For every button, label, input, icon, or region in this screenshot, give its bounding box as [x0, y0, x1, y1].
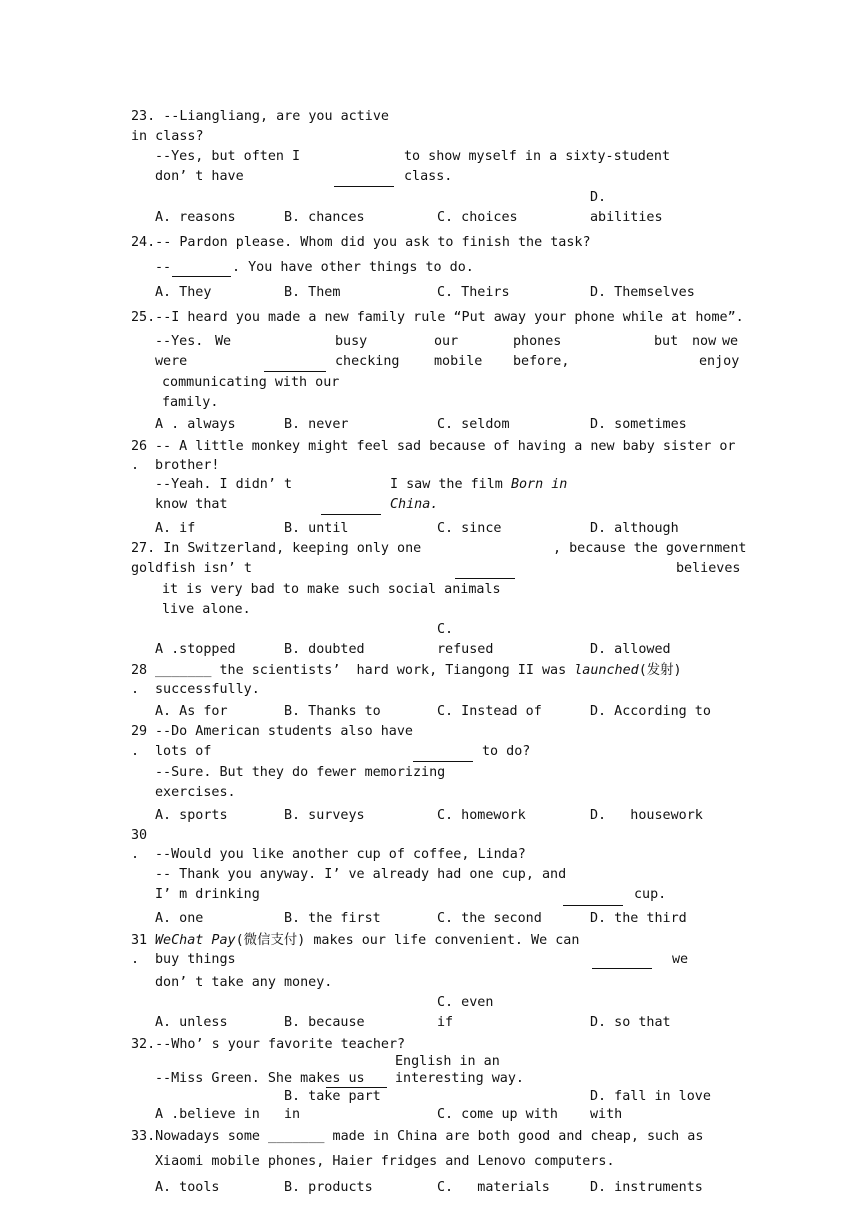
dialogue-line: class. — [404, 169, 453, 184]
question-stem: 24.-- Pardon please. Whom did you ask to finish the task? — [131, 235, 591, 250]
dialogue-line: -- Thank you anyway. I’ ve already had one cup, and — [155, 867, 567, 882]
question-number: 29 — [131, 724, 148, 739]
option-b: B. surveys — [284, 808, 365, 823]
dialogue-line: family. — [162, 395, 219, 410]
question-stem: 33.Nowadays some _______ made in China are both good and cheap, such as — [131, 1129, 704, 1144]
option-a: A .stopped — [155, 642, 236, 657]
option-d: D. sometimes — [590, 417, 687, 432]
question-stem — [155, 932, 579, 950]
dialogue-word: now — [692, 334, 717, 349]
option-c: refused — [437, 642, 494, 657]
dialogue-line: communicating with our — [162, 375, 340, 390]
dialogue-line: --Yes, but often I — [155, 149, 301, 164]
stem-text: _______ the scientists’ hard work, Tiangong II was — [155, 663, 575, 678]
option-d: D. although — [590, 521, 679, 536]
option-d: D. instruments — [590, 1180, 703, 1195]
question-number-dot: . — [131, 458, 140, 473]
dialogue-line: -- — [155, 260, 172, 275]
question-number: 30 — [131, 828, 148, 843]
option-b: B. because — [284, 1015, 365, 1030]
option-d: D. — [590, 190, 607, 205]
dialogue-word: busy — [335, 334, 368, 349]
option-a: A .believe in — [155, 1107, 260, 1122]
option-c: C. Instead of — [437, 704, 542, 719]
dialogue-word: checking — [335, 354, 400, 369]
dialogue-word: we — [722, 334, 739, 349]
dialogue-text: I saw the film — [390, 477, 511, 492]
option-a: A. They — [155, 285, 212, 300]
question-stem: in class? — [131, 129, 204, 144]
answer-blank — [563, 905, 623, 906]
answer-blank — [592, 968, 652, 969]
dialogue-line: cup. — [634, 887, 667, 902]
dialogue-line: know that — [155, 497, 228, 512]
answer-blank — [321, 514, 381, 515]
option-a: A. one — [155, 911, 204, 926]
film-title: China. — [390, 497, 439, 512]
question-stem — [155, 662, 682, 680]
dialogue-word: phones — [513, 334, 562, 349]
option-b: B. the first — [284, 911, 381, 926]
option-c: C. homework — [437, 808, 526, 823]
answer-blank — [264, 371, 326, 372]
film-title: Born in — [510, 477, 568, 492]
dialogue-line — [390, 476, 567, 494]
dialogue-line: . You have other things to do. — [232, 260, 474, 275]
answer-blank — [455, 578, 515, 579]
option-c: C. — [437, 622, 454, 637]
dialogue-word: mobile — [434, 354, 483, 369]
question-number-dot: . — [131, 744, 140, 759]
dialogue-word: before, — [513, 354, 570, 369]
option-c: C. materials — [437, 1180, 550, 1195]
question-stem: don’ t take any money. — [155, 975, 333, 990]
dialogue-word: We — [215, 334, 232, 349]
question-stem: to do? — [482, 744, 531, 759]
dialogue-word: but — [654, 334, 679, 349]
option-c: C. since — [437, 521, 502, 536]
option-c: C. come up with — [437, 1107, 558, 1122]
question-stem: 32.--Who’ s your favorite teacher? — [131, 1037, 406, 1052]
question-number: 28 — [131, 663, 148, 678]
answer-blank — [413, 761, 473, 762]
question-stem: buy things — [155, 952, 236, 967]
stem-italic: WeChat Pay — [155, 933, 236, 948]
dialogue-line: --Miss Green. She makes us — [155, 1071, 365, 1086]
option-c: C. choices — [437, 210, 518, 225]
dialogue-line: exercises. — [155, 785, 236, 800]
option-a: A. reasons — [155, 210, 236, 225]
answer-blank — [334, 186, 394, 187]
dialogue-word: our — [434, 334, 459, 349]
option-b: in — [284, 1107, 301, 1122]
option-b: B. Thanks to — [284, 704, 381, 719]
answer-blank — [172, 276, 231, 277]
option-a: A. if — [155, 521, 196, 536]
question-stem: we — [672, 952, 689, 967]
question-stem: --Would you like another cup of coffee, Linda? — [155, 847, 526, 862]
question-stem: successfully. — [155, 682, 260, 697]
question-stem: live alone. — [162, 602, 251, 617]
option-b: B. doubted — [284, 642, 365, 657]
question-stem: brother! — [155, 458, 220, 473]
option-d: D. the third — [590, 911, 687, 926]
option-c: C. even — [437, 995, 494, 1010]
option-d: D. housework — [590, 808, 703, 823]
option-b: B. chances — [284, 210, 365, 225]
option-c: C. Theirs — [437, 285, 510, 300]
question-number-dot: . — [131, 682, 140, 697]
option-a: A . always — [155, 417, 236, 432]
question-number-dot: . — [131, 952, 140, 967]
option-d: D. allowed — [590, 642, 671, 657]
option-d: D. According to — [590, 704, 711, 719]
question-stem: lots of — [155, 744, 212, 759]
question-stem: --Do American students also have — [155, 724, 413, 739]
option-c: C. the second — [437, 911, 542, 926]
option-b: B. never — [284, 417, 349, 432]
question-stem: 25.--I heard you made a new family rule “Put away your phone while at home”. — [131, 310, 744, 325]
question-stem: , because the government — [553, 541, 747, 556]
dialogue-line: --Sure. But they do fewer memorizing — [155, 765, 446, 780]
stem-text: (微信支付) makes our life convenient. We can — [235, 933, 580, 948]
dialogue-line: I’ m drinking — [155, 887, 260, 902]
question-number-dot: . — [131, 847, 140, 862]
dialogue-line: to show myself in a sixty-student — [404, 149, 671, 164]
option-a: A. sports — [155, 808, 228, 823]
option-b: B. Them — [284, 285, 341, 300]
option-b: B. take part — [284, 1089, 381, 1104]
dialogue-word: --Yes. — [155, 334, 204, 349]
stem-text: (发射) — [638, 663, 682, 678]
option-a: A. tools — [155, 1180, 220, 1195]
question-stem: it is very bad to make such social animals — [162, 582, 501, 597]
option-b: B. until — [284, 521, 349, 536]
option-b: B. products — [284, 1180, 373, 1195]
dialogue-line: --Yeah. I didn’ t — [155, 477, 293, 492]
question-stem: -- A little monkey might feel sad because of having a new baby sister or — [155, 439, 736, 454]
question-stem: believes — [676, 561, 741, 576]
dialogue-word: enjoy — [699, 354, 740, 369]
option-a: A. As for — [155, 704, 228, 719]
question-stem: Xiaomi mobile phones, Haier fridges and Lenovo computers. — [155, 1154, 615, 1169]
option-d: D. Themselves — [590, 285, 695, 300]
dialogue-line: interesting way. — [395, 1071, 524, 1086]
option-d: D. so that — [590, 1015, 671, 1030]
dialogue-line: English in an — [395, 1054, 500, 1069]
option-c: C. seldom — [437, 417, 510, 432]
question-number: 31 — [131, 933, 148, 948]
question-stem: 27. In Switzerland, keeping only one — [131, 541, 422, 556]
option-c: if — [437, 1015, 454, 1030]
question-number: 26 — [131, 439, 148, 454]
dialogue-word: were — [155, 354, 188, 369]
option-d: abilities — [590, 210, 663, 225]
dialogue-line: don’ t have — [155, 169, 244, 184]
option-d: with — [590, 1107, 623, 1122]
option-d: D. fall in love — [590, 1089, 711, 1104]
question-stem: goldfish isn’ t — [131, 561, 252, 576]
stem-italic: launched — [574, 663, 639, 678]
option-a: A. unless — [155, 1015, 228, 1030]
question-stem: 23. --Liangliang, are you active — [131, 109, 389, 124]
